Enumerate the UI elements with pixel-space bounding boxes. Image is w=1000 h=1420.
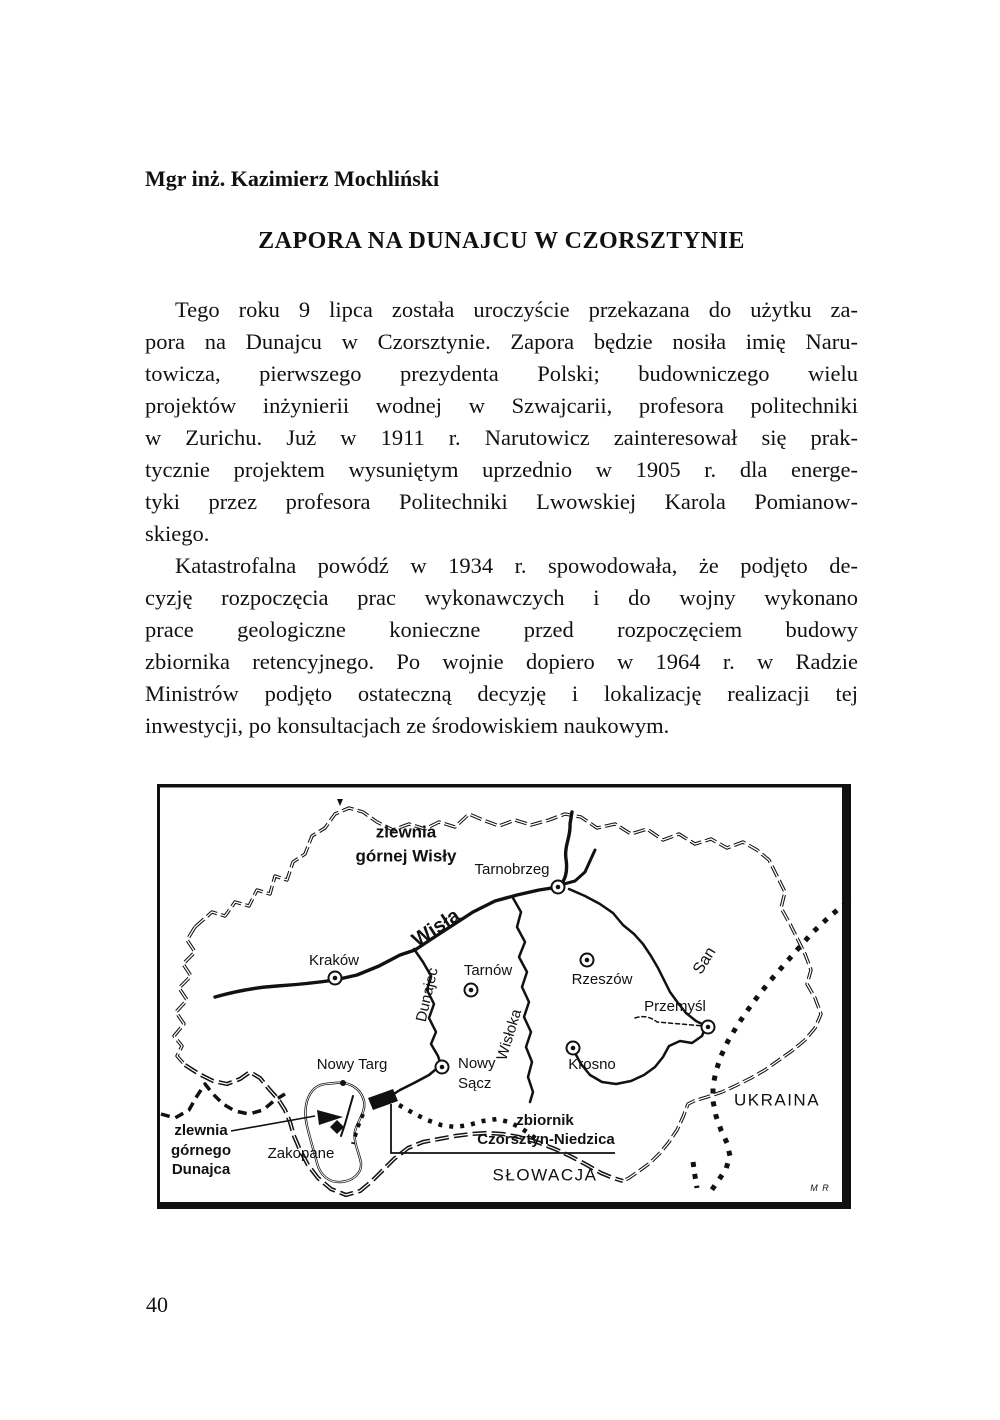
label-san-river: San	[689, 944, 720, 978]
label-nowy-sacz-line2: Sącz	[458, 1075, 492, 1092]
page-title: ZAPORA NA DUNAJCU W CZORSZTYNIE	[258, 228, 745, 254]
wisloka-river	[513, 898, 533, 1102]
zlewnia-leader-line	[231, 1116, 315, 1131]
label-ukraina: UKRAINA	[733, 1090, 821, 1110]
label-rzeszow: Rzeszów	[571, 970, 633, 988]
dunajec-upper	[341, 1096, 353, 1136]
map-frame-right	[842, 784, 851, 1209]
label-zlewnia-wisly-1: zlewnia	[375, 822, 437, 842]
map-frame-left	[157, 784, 160, 1209]
label-zbiornik-1: zbiornik	[516, 1111, 574, 1129]
label-nowy-sacz	[458, 1056, 496, 1096]
text-line: inwestycji, po konsultacjach ze środowiskiem naukowym.	[145, 713, 670, 738]
text-line: Katastrofalna powódź w 1934 r. spowodowała, że podjęto de-	[175, 553, 858, 578]
text-line: prace geologiczne konieczne przed rozpoczęciem budowy	[145, 617, 858, 642]
text-line: projektów inżynierii wodnej w Szwajcarii, profesora politechniki	[145, 393, 858, 418]
label-slowacja: SŁOWACJA	[492, 1165, 598, 1185]
label-zlewnia-wisly-2: górnej Wisły	[355, 846, 457, 866]
text-line: tycznie projektem wysuniętym uprzednio w 1905 r. dla energe-	[145, 457, 858, 482]
label-zakopane: Zakopane	[267, 1144, 335, 1162]
text-line: skiego.	[145, 521, 210, 546]
map-figure	[157, 784, 851, 1209]
tarnow-marker	[465, 984, 478, 997]
text-line: Ministrów podjęto ostateczną decyzję i lokalizację realizacji tej	[145, 681, 858, 706]
page-number: 40	[146, 1292, 168, 1317]
label-zlewnia-dunajca-2: górnego	[171, 1141, 231, 1159]
nowy-targ-dot	[340, 1080, 346, 1086]
dam-symbol	[368, 1089, 398, 1110]
rzeszow-marker	[581, 954, 594, 967]
label-zbiornik-2: Czorsztyn-Niedzica	[477, 1130, 615, 1148]
label-tarnow: Tarnów	[463, 961, 513, 979]
label-zlewnia-dunajca-1: zlewnia	[174, 1121, 228, 1139]
zakopane-valley-outline	[305, 1083, 364, 1182]
krosno-marker	[567, 1042, 580, 1055]
text-line: zbiornika retencyjnego. Po wojnie dopiero w 1964 r. w Radzie	[145, 649, 858, 674]
label-nowy-sacz-line1: Nowy	[458, 1055, 496, 1072]
label-nowy-targ: Nowy Targ	[316, 1055, 388, 1073]
label-przemysl: Przemyśl	[644, 997, 706, 1015]
map-credit: M R	[810, 1183, 830, 1194]
author-line: Mgr inż. Kazimierz Mochliński	[145, 166, 440, 191]
text-line: towicza, pierwszego prezydenta Polski; budowniczego wielu	[145, 361, 858, 386]
city-markers	[329, 881, 715, 1074]
label-dunajec-river: Dunajec	[412, 966, 442, 1024]
paragraph-1	[145, 294, 858, 550]
label-krosno: Krosno	[568, 1055, 616, 1073]
text-line: tyki przez profesora Politechniki Lwowskiej Karola Pomianow-	[145, 489, 858, 514]
text-line: w Zurichu. Już w 1911 r. Narutowicz zainteresował się prak-	[145, 425, 858, 450]
text-line: pora na Dunajcu w Czorsztynie. Zapora będzie nosiła imię Naru-	[145, 329, 858, 354]
nowy-sacz-marker	[436, 1061, 449, 1074]
label-krakow: Kraków	[308, 951, 360, 969]
label-wisloka-river: Wisłoka	[493, 1007, 526, 1063]
tarnobrzeg-marker	[552, 881, 565, 894]
text-line: Tego roku 9 lipca została uroczyście przekazana do użytku za-	[175, 297, 858, 322]
krakow-marker	[329, 972, 342, 985]
paragraph-2	[145, 550, 858, 742]
przemysl-marker	[702, 1021, 715, 1034]
north-mark	[337, 799, 343, 806]
text-line: cyzję rozpoczęcia prac wykonawczych i do wojny wykonano	[145, 585, 858, 610]
map-frame-bottom	[157, 1202, 851, 1209]
map-frame-top	[157, 784, 851, 788]
label-zlewnia-dunajca-3: Dunajca	[171, 1160, 231, 1178]
label-wisla-river: Wisła	[408, 904, 464, 952]
label-tarnobrzeg: Tarnobrzeg	[474, 860, 550, 878]
ukraine-border	[693, 902, 847, 1191]
